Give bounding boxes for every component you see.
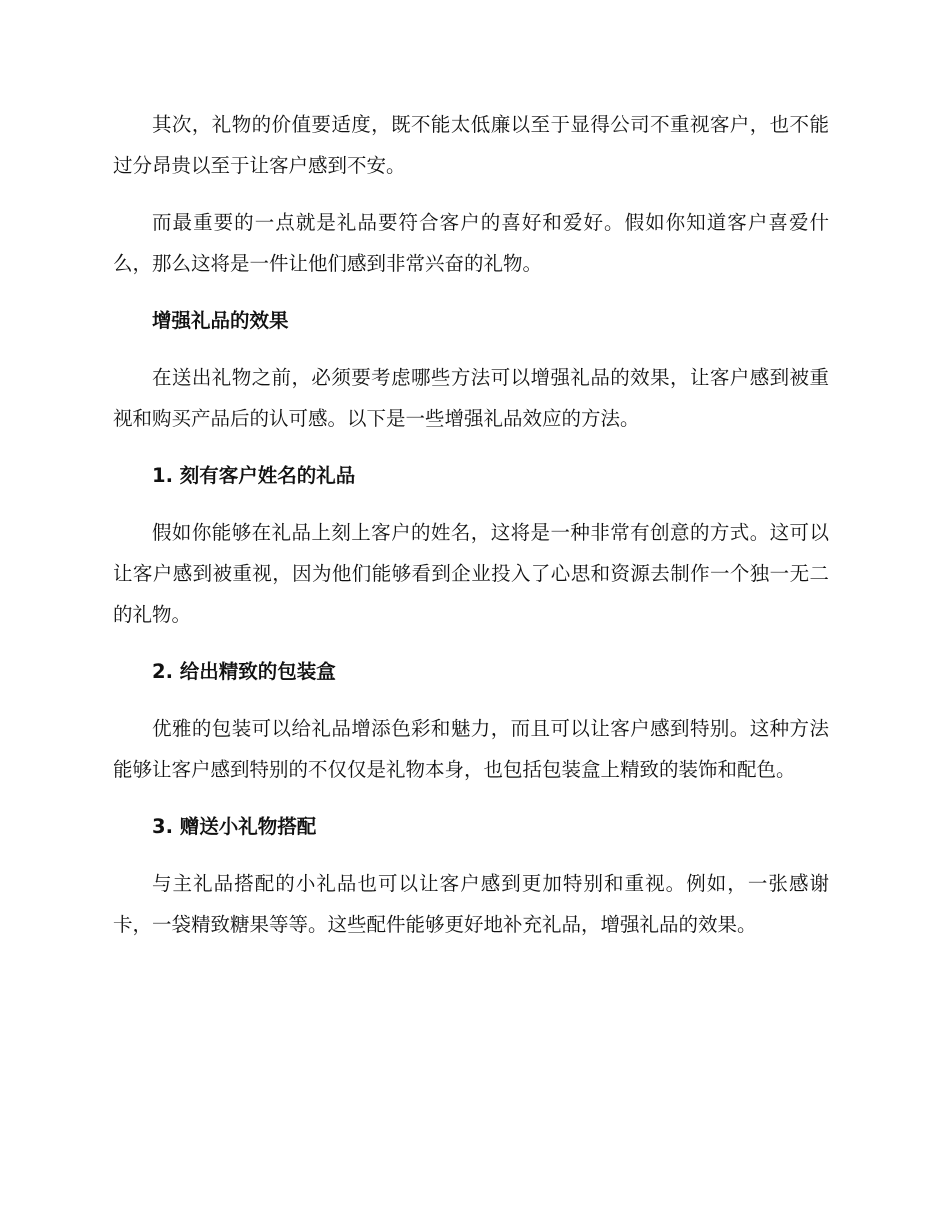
paragraph-engraved-name: 假如你能够在礼品上刻上客户的姓名，这将是一种非常有创意的方式。这可以让客户感到被重视，因为他们能够看到企业投入了心思和资源去制作一个独一无二的礼物。 [113,521,829,626]
paragraph-gift-value: 其次，礼物的价值要适度，既不能太低廉以至于显得公司不重视客户，也不能过分昂贵以至于让客户感到不安。 [113,113,829,177]
heading-small-gifts: 3. 赠送小礼物搭配 [152,815,317,838]
heading-packaging: 2. 给出精致的包装盒 [152,660,336,683]
section-heading-enhance-effect: 增强礼品的效果 [152,309,289,332]
document-body [113,104,829,961]
paragraph-enhance-methods: 在送出礼物之前，必须要考虑哪些方法可以增强礼品的效果，让客户感到被重视和购买产品后的认可感。以下是一些增强礼品效应的方法。 [113,366,829,430]
paragraph-customer-preference: 而最重要的一点就是礼品要符合客户的喜好和爱好。假如你知道客户喜爱什么，那么这将是一件让他们感到非常兴奋的礼物。 [113,211,829,275]
paragraph-packaging: 优雅的包装可以给礼品增添色彩和魅力，而且可以让客户感到特别。这种方法能够让客户感到特别的不仅仅是礼物本身，也包括包装盒上精致的装饰和配色。 [113,717,829,781]
paragraph-small-gifts: 与主礼品搭配的小礼品也可以让客户感到更加特别和重视。例如，一张感谢卡，一袋精致糖果等等。这些配件能够更好地补充礼品，增强礼品的效果。 [113,872,829,936]
heading-engraved-name: 1. 刻有客户姓名的礼品 [152,464,356,487]
